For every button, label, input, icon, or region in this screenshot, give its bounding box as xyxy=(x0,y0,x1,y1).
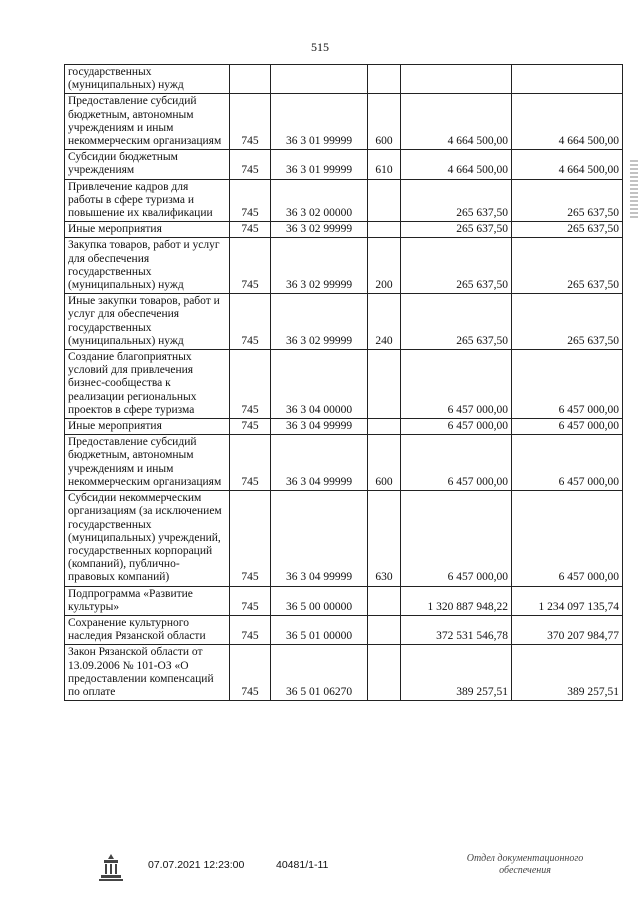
footer-date: 07.07.2021 12:23:00 xyxy=(148,859,245,871)
row-gr-cell: 745 xyxy=(230,222,271,238)
row-sum-2022-cell: 265 637,50 xyxy=(512,222,623,238)
row-sum-2022-cell: 6 457 000,00 xyxy=(512,491,623,586)
row-sum-2022-cell: 4 664 500,00 xyxy=(512,94,623,150)
row-gr-cell: 745 xyxy=(230,179,271,222)
row-sum-2021-cell: 265 637,50 xyxy=(401,294,512,350)
row-gr-cell: 745 xyxy=(230,615,271,644)
row-name-cell: Предоставление субсидий бюджетным, автономным учреждениям и иным некоммерческим организациям xyxy=(65,435,230,491)
row-sum-2021-cell: 6 457 000,00 xyxy=(401,419,512,435)
row-vr-cell xyxy=(368,350,401,419)
table-row xyxy=(65,586,623,615)
row-vr-cell xyxy=(368,645,401,701)
row-name-cell: Предоставление субсидий бюджетным, автономным учреждениям и иным некоммерческим организациям xyxy=(65,94,230,150)
row-name-cell: Закупка товаров, работ и услуг для обеспечения государственных (муниципальных) нужд xyxy=(65,238,230,294)
row-name-cell: Сохранение культурного наследия Рязанской области xyxy=(65,615,230,644)
row-vr-cell xyxy=(368,419,401,435)
row-csr-cell: 36 3 04 99999 xyxy=(271,491,368,586)
table-row xyxy=(65,222,623,238)
row-sum-2021-cell: 4 664 500,00 xyxy=(401,150,512,179)
row-sum-2022-cell: 1 234 097 135,74 xyxy=(512,586,623,615)
row-name-cell: Субсидии бюджетным учреждениям xyxy=(65,150,230,179)
table-row xyxy=(65,491,623,586)
row-vr-cell: 200 xyxy=(368,238,401,294)
row-name-cell: государственных (муниципальных) нужд xyxy=(65,65,230,94)
row-vr-cell xyxy=(368,65,401,94)
row-vr-cell: 600 xyxy=(368,94,401,150)
row-csr-cell: 36 5 00 00000 xyxy=(271,586,368,615)
row-gr-cell: 745 xyxy=(230,238,271,294)
row-sum-2021-cell: 265 637,50 xyxy=(401,238,512,294)
row-sum-2021-cell xyxy=(401,65,512,94)
row-csr-cell: 36 3 02 99999 xyxy=(271,222,368,238)
row-vr-cell: 630 xyxy=(368,491,401,586)
row-csr-cell: 36 3 01 99999 xyxy=(271,150,368,179)
row-csr-cell: 36 3 04 00000 xyxy=(271,350,368,419)
table-row xyxy=(65,150,623,179)
row-sum-2021-cell: 372 531 546,78 xyxy=(401,615,512,644)
row-csr-cell: 36 3 04 99999 xyxy=(271,419,368,435)
row-name-cell: Иные мероприятия xyxy=(65,419,230,435)
table-row xyxy=(65,94,623,150)
table-row xyxy=(65,294,623,350)
row-gr-cell: 745 xyxy=(230,645,271,701)
row-csr-cell: 36 5 01 06270 xyxy=(271,645,368,701)
row-sum-2022-cell: 6 457 000,00 xyxy=(512,350,623,419)
budget-table-body xyxy=(65,65,623,701)
row-gr-cell: 745 xyxy=(230,150,271,179)
table-row xyxy=(65,238,623,294)
row-name-cell: Иные мероприятия xyxy=(65,222,230,238)
row-csr-cell: 36 3 04 99999 xyxy=(271,435,368,491)
row-vr-cell xyxy=(368,222,401,238)
row-csr-cell: 36 3 01 99999 xyxy=(271,94,368,150)
table-row xyxy=(65,65,623,94)
row-name-cell: Закон Рязанской области от 13.09.2006 № 101-ОЗ «О предоставлении компенсаций по оплате xyxy=(65,645,230,701)
footer-document-number: 40481/1-11 xyxy=(276,859,329,871)
row-gr-cell: 745 xyxy=(230,419,271,435)
table-row xyxy=(65,419,623,435)
row-vr-cell: 600 xyxy=(368,435,401,491)
row-sum-2022-cell: 6 457 000,00 xyxy=(512,419,623,435)
table-row xyxy=(65,350,623,419)
row-gr-cell: 745 xyxy=(230,94,271,150)
archive-logo-icon xyxy=(98,852,124,882)
row-vr-cell: 240 xyxy=(368,294,401,350)
row-sum-2021-cell: 265 637,50 xyxy=(401,222,512,238)
row-csr-cell xyxy=(271,65,368,94)
row-gr-cell: 745 xyxy=(230,294,271,350)
side-scan-mark xyxy=(630,160,638,220)
row-sum-2022-cell: 265 637,50 xyxy=(512,294,623,350)
row-vr-cell xyxy=(368,615,401,644)
row-csr-cell: 36 3 02 00000 xyxy=(271,179,368,222)
row-sum-2022-cell: 4 664 500,00 xyxy=(512,150,623,179)
row-vr-cell: 610 xyxy=(368,150,401,179)
table-row xyxy=(65,645,623,701)
row-name-cell: Привлечение кадров для работы в сфере туризма и повышение их квалификации xyxy=(65,179,230,222)
row-gr-cell: 745 xyxy=(230,435,271,491)
row-gr-cell: 745 xyxy=(230,586,271,615)
row-sum-2021-cell: 4 664 500,00 xyxy=(401,94,512,150)
row-gr-cell: 745 xyxy=(230,350,271,419)
budget-table xyxy=(64,64,623,701)
table-row xyxy=(65,435,623,491)
row-sum-2021-cell: 6 457 000,00 xyxy=(401,435,512,491)
row-sum-2022-cell: 370 207 984,77 xyxy=(512,615,623,644)
footer-stamp-line-1: Отдел документационного xyxy=(466,853,584,864)
row-sum-2021-cell: 265 637,50 xyxy=(401,179,512,222)
row-sum-2022-cell: 389 257,51 xyxy=(512,645,623,701)
row-sum-2021-cell: 6 457 000,00 xyxy=(401,350,512,419)
row-sum-2022-cell: 6 457 000,00 xyxy=(512,435,623,491)
row-gr-cell: 745 xyxy=(230,491,271,586)
row-name-cell: Субсидии некоммерческим организациям (за исключением государственных (муниципальных) учреждений, государственных корпораций (компаний), публично-правовых компаний) xyxy=(65,491,230,586)
row-csr-cell: 36 5 01 00000 xyxy=(271,615,368,644)
row-sum-2022-cell: 265 637,50 xyxy=(512,238,623,294)
footer-stamp-line-2: обеспечения xyxy=(499,865,551,876)
row-sum-2022-cell xyxy=(512,65,623,94)
row-gr-cell xyxy=(230,65,271,94)
table-row xyxy=(65,179,623,222)
row-name-cell: Создание благоприятных условий для привлечения бизнес-сообщества к реализации региональных проектов в сфере туризма xyxy=(65,350,230,419)
row-sum-2021-cell: 6 457 000,00 xyxy=(401,491,512,586)
table-row xyxy=(65,615,623,644)
row-sum-2021-cell: 389 257,51 xyxy=(401,645,512,701)
row-csr-cell: 36 3 02 99999 xyxy=(271,294,368,350)
row-sum-2022-cell: 265 637,50 xyxy=(512,179,623,222)
row-name-cell: Подпрограмма «Развитие культуры» xyxy=(65,586,230,615)
footer-stamp xyxy=(450,853,600,877)
row-name-cell: Иные закупки товаров, работ и услуг для обеспечения государственных (муниципальных) нужд xyxy=(65,294,230,350)
page-number: 515 xyxy=(311,40,329,54)
row-vr-cell xyxy=(368,179,401,222)
row-vr-cell xyxy=(368,586,401,615)
row-csr-cell: 36 3 02 99999 xyxy=(271,238,368,294)
row-sum-2021-cell: 1 320 887 948,22 xyxy=(401,586,512,615)
